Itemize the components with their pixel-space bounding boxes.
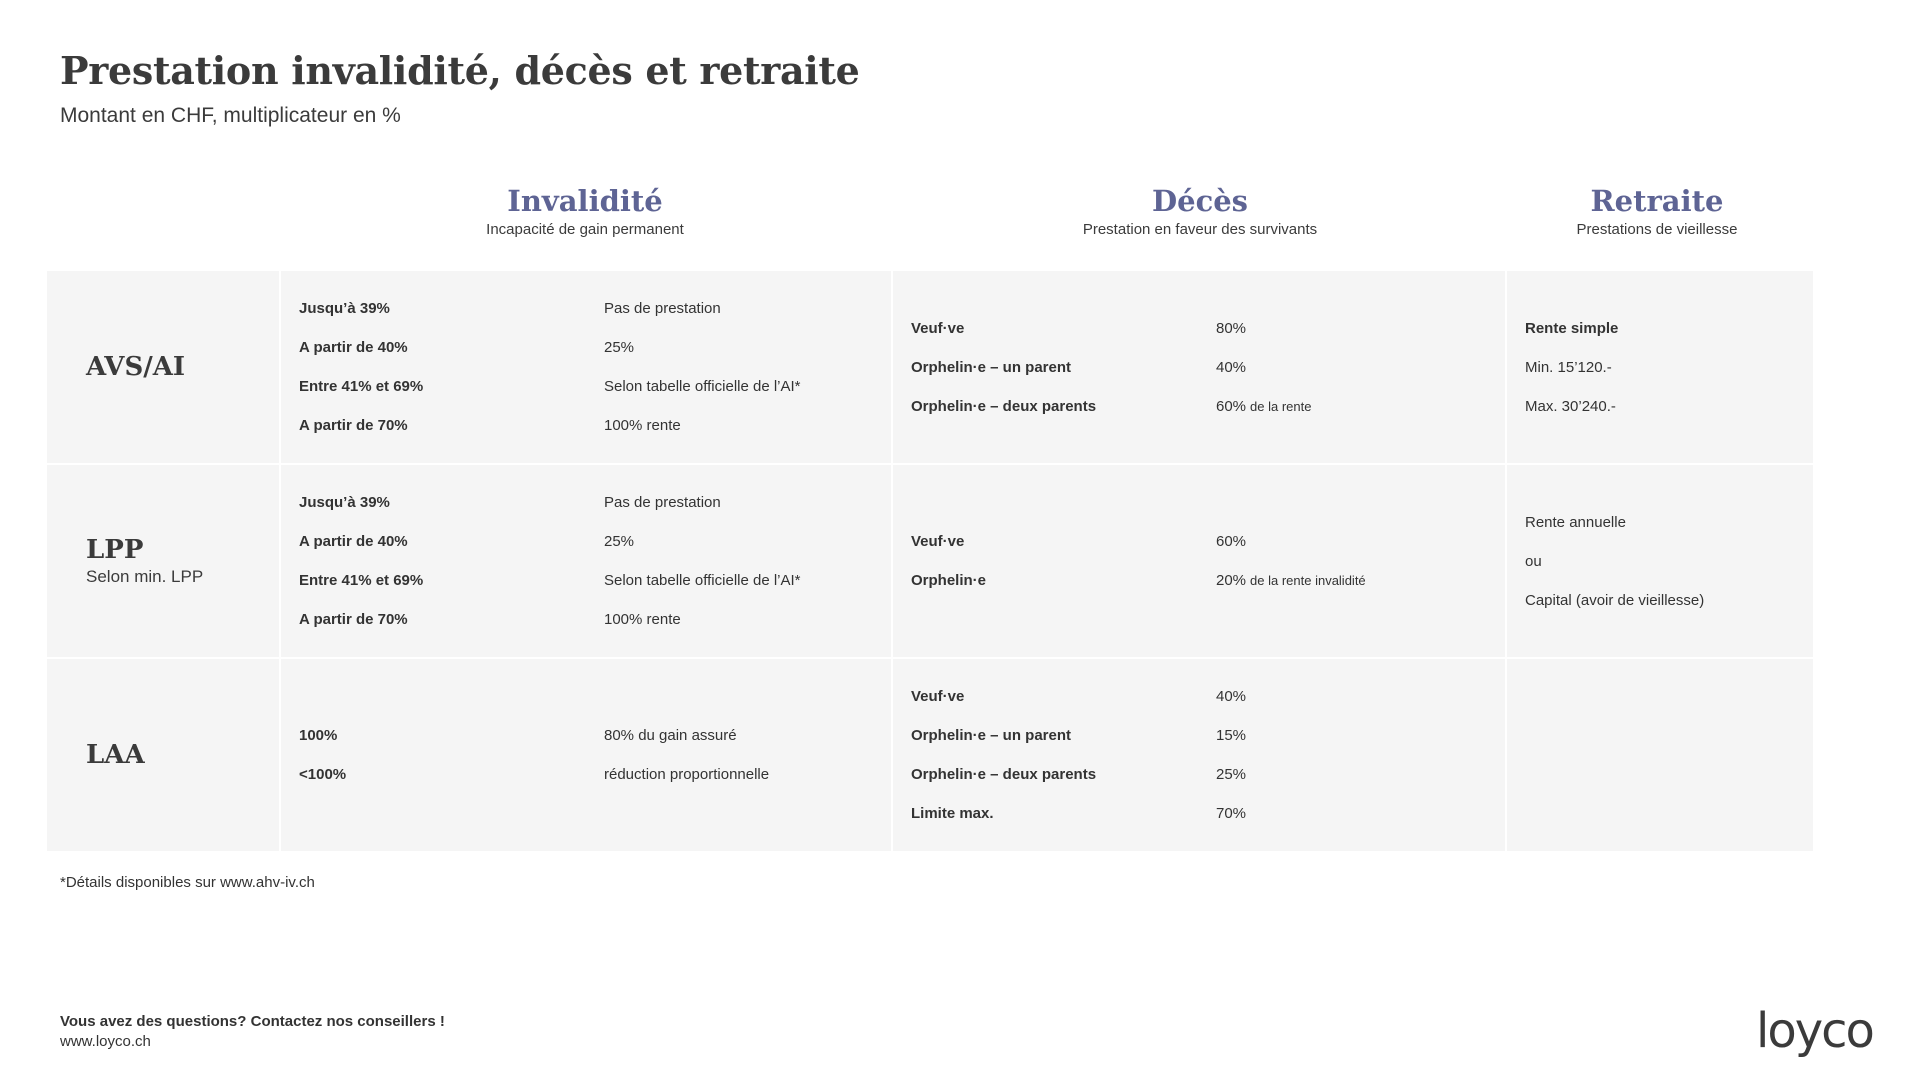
invalidite-cell <box>281 659 891 851</box>
deces-item <box>911 309 1505 348</box>
item-value: 80% du gain assuré <box>604 727 737 744</box>
item-key: A partir de 40% <box>299 533 408 550</box>
item-value: 60% <box>1216 533 1247 550</box>
invalidite-item <box>299 328 891 367</box>
invalidite-item <box>299 600 891 639</box>
item-key: Entre 41% et 69% <box>299 572 424 589</box>
row-sublabel: Selon min. LPP <box>86 567 204 586</box>
retraite-item: Capital (avoir de vieillesse) <box>1525 591 1705 609</box>
item-key: Veuf·ve <box>911 533 965 550</box>
item-key: A partir de 70% <box>299 417 408 434</box>
invalidite-item <box>299 483 891 522</box>
column-title: Retraite <box>1590 184 1724 218</box>
column-subtitle: Prestations de vieillesse <box>1576 221 1738 238</box>
page-title: Prestation invalidité, décès et retraite <box>60 48 860 93</box>
item-key: 100% <box>299 727 338 744</box>
item-key: Limite max. <box>911 805 994 822</box>
footnote: *Détails disponibles sur www.ahv-iv.ch <box>60 874 315 891</box>
item-value: 100% rente <box>604 417 681 434</box>
item-key: <100% <box>299 766 347 783</box>
column-title: Décès <box>1151 184 1249 218</box>
invalidite-item <box>299 755 891 794</box>
invalidite-cell <box>281 271 891 463</box>
invalidite-list <box>281 483 891 639</box>
logo-wordmark: loyco <box>1756 1005 1873 1059</box>
item-value: 15% <box>1216 727 1247 744</box>
item-value: 100% rente <box>604 611 681 628</box>
item-key: Veuf·ve <box>911 319 965 337</box>
item-value: Selon tabelle officielle de l’AI* <box>604 378 801 395</box>
invalidite-item <box>299 716 891 755</box>
website-link[interactable]: www.loyco.ch <box>60 1033 151 1050</box>
item-note: de la rente invalidité <box>1250 573 1366 588</box>
item-key: Orphelin·e – un parent <box>911 727 1072 744</box>
retraite-item: ou <box>1525 552 1542 570</box>
deces-cell <box>893 465 1505 657</box>
item-value: Pas de prestation <box>604 300 721 317</box>
item-value: 80% <box>1216 319 1247 337</box>
invalidite-list <box>281 716 891 794</box>
deces-item <box>911 677 1505 716</box>
retraite-list <box>1507 503 1704 620</box>
row-label: LPP <box>86 535 144 565</box>
column-title: Invalidité <box>507 184 663 218</box>
item-key: Entre 41% et 69% <box>299 378 424 395</box>
column-subtitle: Incapacité de gain permanent <box>486 221 684 238</box>
retraite-cell <box>1507 465 1813 657</box>
item-key: Orphelin·e <box>911 572 987 589</box>
deces-item <box>911 716 1505 755</box>
loyco-logo <box>1756 1005 1891 1066</box>
item-value: 40% <box>1216 688 1247 705</box>
benefits-table <box>47 271 1807 851</box>
retraite-item: Max. 30’240.- <box>1525 397 1616 415</box>
item-value: 70% <box>1216 805 1247 822</box>
deces-cell <box>893 659 1505 851</box>
item-key: A partir de 70% <box>299 611 408 628</box>
invalidite-cell <box>281 465 891 657</box>
item-value: Selon tabelle officielle de l’AI* <box>604 572 801 589</box>
invalidite-item <box>299 289 891 328</box>
row-label: LAA <box>86 740 145 770</box>
invalidite-item <box>299 367 891 406</box>
row-label: AVS/AI <box>86 352 186 382</box>
row-label-cell <box>47 659 279 851</box>
item-key: Orphelin·e – deux parents <box>911 766 1097 783</box>
invalidite-item <box>299 522 891 561</box>
column-header-invalidite <box>430 184 740 238</box>
deces-cell <box>893 271 1505 463</box>
item-value: Pas de prestation <box>604 494 721 511</box>
item-key: A partir de 40% <box>299 339 408 356</box>
item-key: Orphelin·e – deux parents <box>911 397 1097 415</box>
retraite-cell <box>1507 271 1813 463</box>
item-key: Jusqu’à 39% <box>299 300 390 317</box>
contact-text: Vous avez des questions? Contactez nos conseillers ! <box>60 1013 445 1030</box>
deces-item <box>911 561 1505 600</box>
deces-item <box>911 387 1505 426</box>
item-key: Orphelin·e – un parent <box>911 358 1072 376</box>
item-key: Veuf·ve <box>911 688 965 705</box>
deces-item <box>911 348 1505 387</box>
deces-list <box>893 309 1505 426</box>
retraite-item: Min. 15’120.- <box>1525 358 1612 376</box>
column-subtitle: Prestation en faveur des survivants <box>1082 221 1318 238</box>
item-value: 40% <box>1216 358 1247 376</box>
retraite-item: Rente annuelle <box>1525 513 1626 531</box>
retraite-item: Rente simple <box>1525 319 1619 337</box>
item-value: 60% <box>1216 397 1247 415</box>
row-label-cell <box>47 465 279 657</box>
retraite-cell <box>1507 659 1813 851</box>
page-subtitle: Montant en CHF, multiplicateur en % <box>60 104 401 127</box>
row-label-cell <box>47 271 279 463</box>
invalidite-list <box>281 289 891 445</box>
item-value: réduction proportionnelle <box>604 766 770 783</box>
deces-list <box>893 677 1505 833</box>
deces-item <box>911 755 1505 794</box>
deces-item <box>911 522 1505 561</box>
deces-list <box>893 522 1505 600</box>
invalidite-item <box>299 406 891 445</box>
column-header-retraite <box>1522 184 1792 238</box>
item-value: 20% <box>1216 572 1247 589</box>
retraite-list <box>1507 309 1618 426</box>
item-value: 25% <box>604 339 635 356</box>
item-key: Jusqu’à 39% <box>299 494 390 511</box>
item-value: 25% <box>1216 766 1247 783</box>
item-note: de la rente <box>1250 398 1312 414</box>
invalidite-item <box>299 561 891 600</box>
item-value: 25% <box>604 533 635 550</box>
deces-item <box>911 794 1505 833</box>
column-header-deces <box>1040 184 1360 238</box>
